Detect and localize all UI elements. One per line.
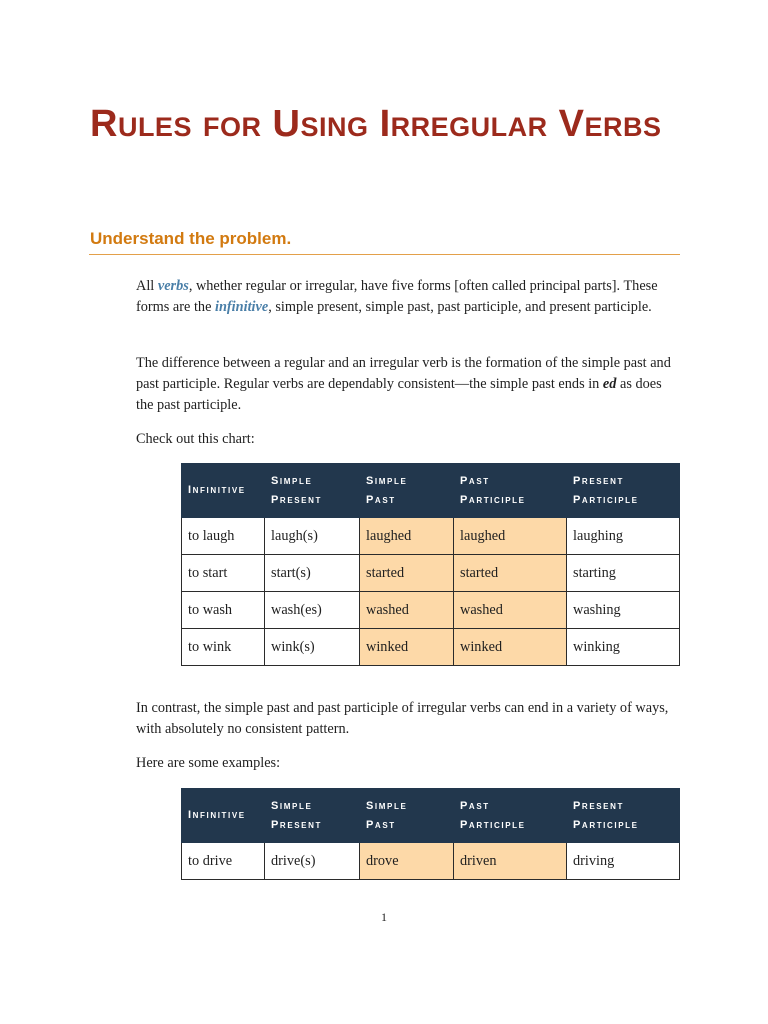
header-line: Simple — [366, 799, 408, 812]
cell-simple-present: start(s) — [265, 555, 360, 592]
verbs-link[interactable]: verbs — [157, 278, 189, 294]
text-run: , whether regular or irregular, have five forms [often called principal parts]. These forms are the — [136, 278, 658, 315]
paragraph-chart-intro: Check out this chart: — [136, 431, 255, 447]
cell-infinitive: to wash — [182, 592, 265, 629]
paragraph-verb-forms — [136, 276, 681, 318]
cell-simple-present: wink(s) — [265, 629, 360, 666]
header-simple-past — [360, 464, 454, 518]
header-line: Past — [366, 493, 396, 506]
header-simple-present — [265, 789, 360, 843]
cell-infinitive: to drive — [182, 843, 265, 880]
cell-simple-past: started — [360, 555, 454, 592]
header-line: Participle — [460, 818, 526, 831]
cell-past-participle: driven — [454, 843, 567, 880]
table-row — [182, 555, 680, 592]
cell-past-participle: laughed — [454, 518, 567, 555]
page-title: Rules for Using Irregular Verbs — [90, 103, 662, 145]
cell-past-participle: washed — [454, 592, 567, 629]
paragraph-difference — [136, 353, 681, 416]
cell-past-participle: winked — [454, 629, 567, 666]
paragraph-examples-intro: Here are some examples: — [136, 755, 281, 771]
page-number: 1 — [381, 910, 387, 924]
ed-suffix-emphasis: ed — [602, 376, 617, 392]
heading-underline — [89, 254, 680, 255]
cell-simple-past: drove — [360, 843, 454, 880]
irregular-verbs-table — [181, 788, 680, 880]
table-row — [182, 518, 680, 555]
cell-simple-present: laugh(s) — [265, 518, 360, 555]
text-run: as does the past participle. — [136, 376, 662, 413]
table-header-row — [182, 464, 680, 518]
header-line: Simple — [366, 474, 408, 487]
header-line: Simple — [271, 799, 313, 812]
header-line: Past — [366, 818, 396, 831]
header-line: Present — [271, 493, 322, 506]
table-row — [182, 843, 680, 880]
cell-simple-past: laughed — [360, 518, 454, 555]
text-run: All — [136, 278, 158, 294]
cell-simple-past: winked — [360, 629, 454, 666]
header-line: Participle — [460, 493, 526, 506]
header-simple-past — [360, 789, 454, 843]
cell-infinitive: to start — [182, 555, 265, 592]
header-line: Participle — [573, 818, 639, 831]
table-header-row — [182, 789, 680, 843]
table-row — [182, 592, 680, 629]
header-line: Past — [460, 474, 490, 487]
table-row — [182, 629, 680, 666]
header-past-participle — [454, 789, 567, 843]
cell-present-participle: winking — [567, 629, 680, 666]
header-simple-present — [265, 464, 360, 518]
header-line: Participle — [573, 493, 639, 506]
header-line: Past — [460, 799, 490, 812]
header-present-participle — [567, 789, 680, 843]
cell-present-participle: starting — [567, 555, 680, 592]
section-heading: Understand the problem. — [90, 229, 292, 248]
cell-present-participle: laughing — [567, 518, 680, 555]
cell-past-participle: started — [454, 555, 567, 592]
regular-verbs-table — [181, 463, 680, 666]
infinitive-link[interactable]: infinitive — [215, 299, 269, 315]
header-line: Present — [573, 474, 624, 487]
header-infinitive: Infinitive — [182, 464, 265, 518]
cell-infinitive: to wink — [182, 629, 265, 666]
cell-infinitive: to laugh — [182, 518, 265, 555]
header-line: Simple — [271, 474, 313, 487]
cell-present-participle: driving — [567, 843, 680, 880]
header-present-participle — [567, 464, 680, 518]
cell-simple-present: wash(es) — [265, 592, 360, 629]
header-line: Present — [573, 799, 624, 812]
header-infinitive: Infinitive — [182, 789, 265, 843]
cell-simple-past: washed — [360, 592, 454, 629]
text-run: The difference between a regular and an irregular verb is the formation of the simple past and past participle. Regular verbs are dependably consistent—the simple past ends in — [136, 355, 671, 392]
header-past-participle — [454, 464, 567, 518]
header-line: Present — [271, 818, 322, 831]
cell-simple-present: drive(s) — [265, 843, 360, 880]
cell-present-participle: washing — [567, 592, 680, 629]
paragraph-contrast: In contrast, the simple past and past participle of irregular verbs can end in a variety of ways, with absolutely no consistent pattern. — [136, 700, 669, 737]
text-run: , simple present, simple past, past participle, and present participle. — [268, 299, 652, 315]
